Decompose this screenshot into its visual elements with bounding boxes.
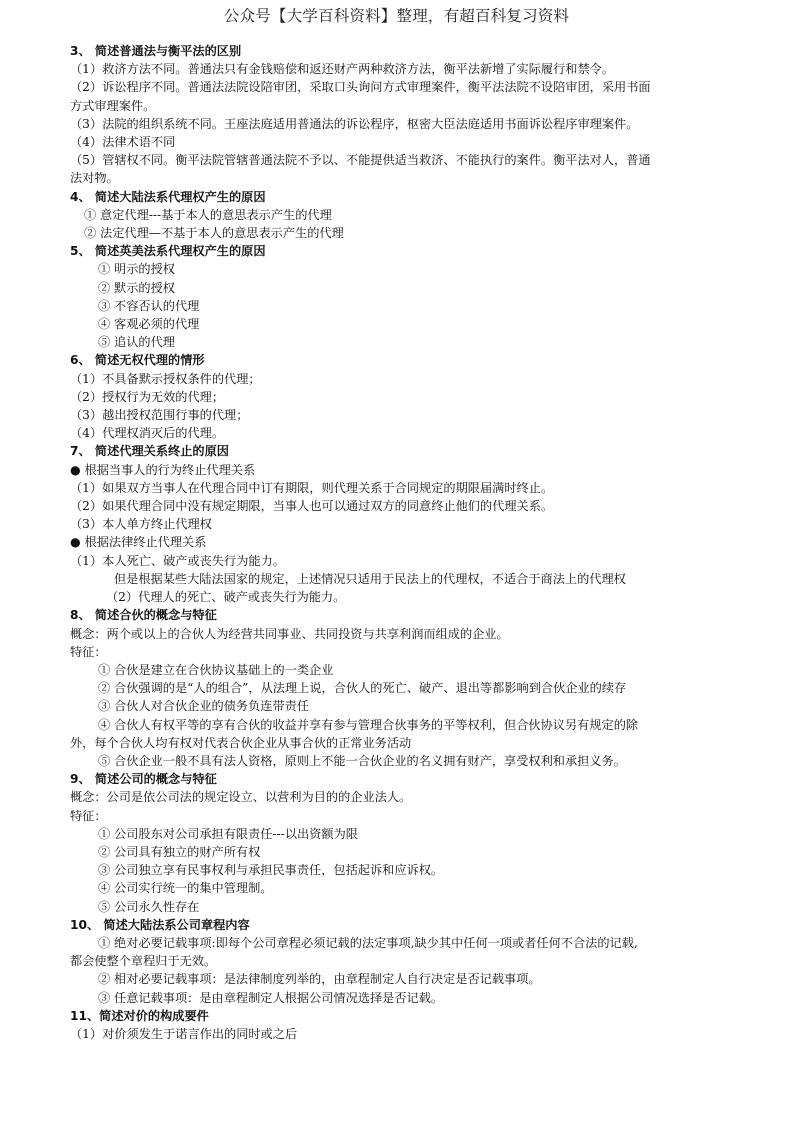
section-heading: 6、 简述无权代理的情形	[70, 353, 205, 368]
text-line: 概念：两个或以上的合伙人为经营共同事业、共同投资与共享利润而组成的企业。	[70, 626, 509, 641]
section-heading: 11、简述对价的构成要件	[70, 1008, 209, 1023]
text-line: ① 意定代理---基于本人的意思表示产生的代理	[84, 207, 332, 222]
text-line: （3）法院的组织系统不同。王座法庭适用普通法的诉讼程序，枢密大臣法庭适用书面诉讼程序审理案件。	[70, 116, 639, 131]
text-line: ③ 任意记载事项：是由章程制定人根据公司情况选择是否记载。	[98, 990, 444, 1005]
text-line: ● 根据当事人的行为终止代理关系	[70, 462, 256, 477]
text-line: （2）授权行为无效的代理；	[70, 389, 225, 404]
text-line: （1）如果双方当事人在代理合同中订有期限，则代理关系于合同规定的期限届满时终止。	[70, 480, 554, 495]
text-line: ④ 合伙人有权平等的享有合伙的收益并享有参与管理合伙事务的平等权利，但合伙协议另有规定的除	[98, 717, 639, 732]
text-line: ③ 不容否认的代理	[98, 298, 200, 313]
text-line: ● 根据法律终止代理关系	[70, 535, 207, 550]
text-line: ② 法定代理—不基于本人的意思表示产生的代理	[84, 226, 344, 241]
section-heading: 4、 简述大陆法系代理权产生的原因	[70, 189, 266, 204]
section-heading: 3、 简述普通法与衡平法的区别	[70, 44, 242, 58]
section-heading: 9、 简述公司的概念与特征	[70, 772, 217, 787]
text-line: ① 明示的授权	[98, 262, 175, 277]
text-line: （1）对价须发生于诺言作出的同时或之后	[70, 1026, 298, 1041]
text-line: ③ 公司独立享有民事权利与承担民事责任，包括起诉和应诉权。	[98, 863, 444, 878]
text-line: （1）救济方法不同。普通法只有金钱赔偿和返还财产两种救济方法，衡平法新增了实际履行和禁令。	[70, 62, 615, 77]
text-line: （3）本人单方终止代理权	[70, 517, 212, 532]
text-line: ② 相对必要记载事项：是法律制度列举的，由章程制定人自行决定是否记载事项。	[98, 972, 541, 987]
text-line: ① 合伙是建立在合伙协议基础上的一类企业	[98, 662, 334, 677]
text-line: （4）代理权消灭后的代理。	[70, 426, 225, 441]
text-line: ② 合伙强调的是“人的组合”，从法理上说，合伙人的死亡、破产、退出等都影响到合伙企业的续存	[98, 681, 627, 696]
text-line: （1）本人死亡、破产或丧失行为能力。	[70, 553, 285, 568]
text-line: ⑤ 追认的代理	[98, 335, 175, 350]
text-line: （2）诉讼程序不同。普通法法院设陪审团，采取口头询问方式审理案件，衡平法法院不设陪审团，采用书面	[70, 80, 651, 95]
document-body	[70, 42, 740, 1043]
text-line: 特征：	[70, 808, 107, 823]
text-line: （1）不具备默示授权条件的代理；	[70, 371, 261, 386]
text-line: （2）代理人的死亡、破产或丧失行为能力。	[106, 590, 346, 605]
page-header: 公众号【大学百科资料】整理，有超百科复习资料	[223, 7, 570, 25]
text-line: 特征：	[70, 644, 107, 659]
text-line: ② 默示的授权	[98, 280, 175, 295]
text-line: 法对物。	[70, 171, 119, 186]
section-heading: 7、 简述代理关系终止的原因	[70, 444, 229, 459]
text-line: ④ 公司实行统一的集中管理制。	[98, 881, 273, 896]
text-line: （3）越出授权范围行事的代理；	[70, 408, 249, 423]
text-line: 外，每个合伙人均有权对代表合伙企业从事合伙的正常业务活动	[70, 735, 412, 750]
text-line: 概念：公司是依公司法的规定设立、以营利为目的的企业法人。	[70, 790, 412, 805]
section-heading: 10、 简述大陆法系公司章程内容	[70, 917, 250, 932]
text-line: ③ 合伙人对合伙企业的债务负连带责任	[98, 699, 310, 714]
text-line: ① 公司股东对公司承担有限责任---以出资额为限	[98, 826, 358, 841]
text-line: 都会使整个章程归于无效。	[70, 954, 217, 969]
section-heading: 5、 简述英美法系代理权产生的原因	[70, 244, 266, 259]
text-line: ① 绝对必要记载事项:即每个公司章程必须记载的法定事项,缺少其中任何一项或者任何不合法的记载,	[98, 935, 638, 950]
text-line: 但是根据某些大陆法国家的规定，上述情况只适用于民法上的代理权，不适合于商法上的代理权	[114, 571, 626, 586]
text-line: ⑤ 合伙企业一般不具有法人资格，原则上不能一合伙企业的名义拥有财产，享受权利和承担义务。	[98, 753, 626, 768]
text-line: ② 公司具有独立的财产所有权	[98, 844, 261, 859]
text-line: （4）法律术语不同	[70, 135, 176, 150]
section-heading: 8、 简述合伙的概念与特征	[70, 608, 217, 623]
text-line: （5）管辖权不同。衡平法院管辖普通法院不予以、不能提供适当救济、不能执行的案件。衡平法对人，普通	[70, 153, 651, 168]
text-line: 方式审理案件。	[70, 98, 156, 113]
text-line: ④ 客观必须的代理	[98, 317, 200, 332]
text-line: ⑤ 公司永久性存在	[98, 899, 200, 914]
text-line: （2）如果代理合同中没有规定期限，当事人也可以通过双方的同意终止他们的代理关系。	[70, 499, 554, 514]
